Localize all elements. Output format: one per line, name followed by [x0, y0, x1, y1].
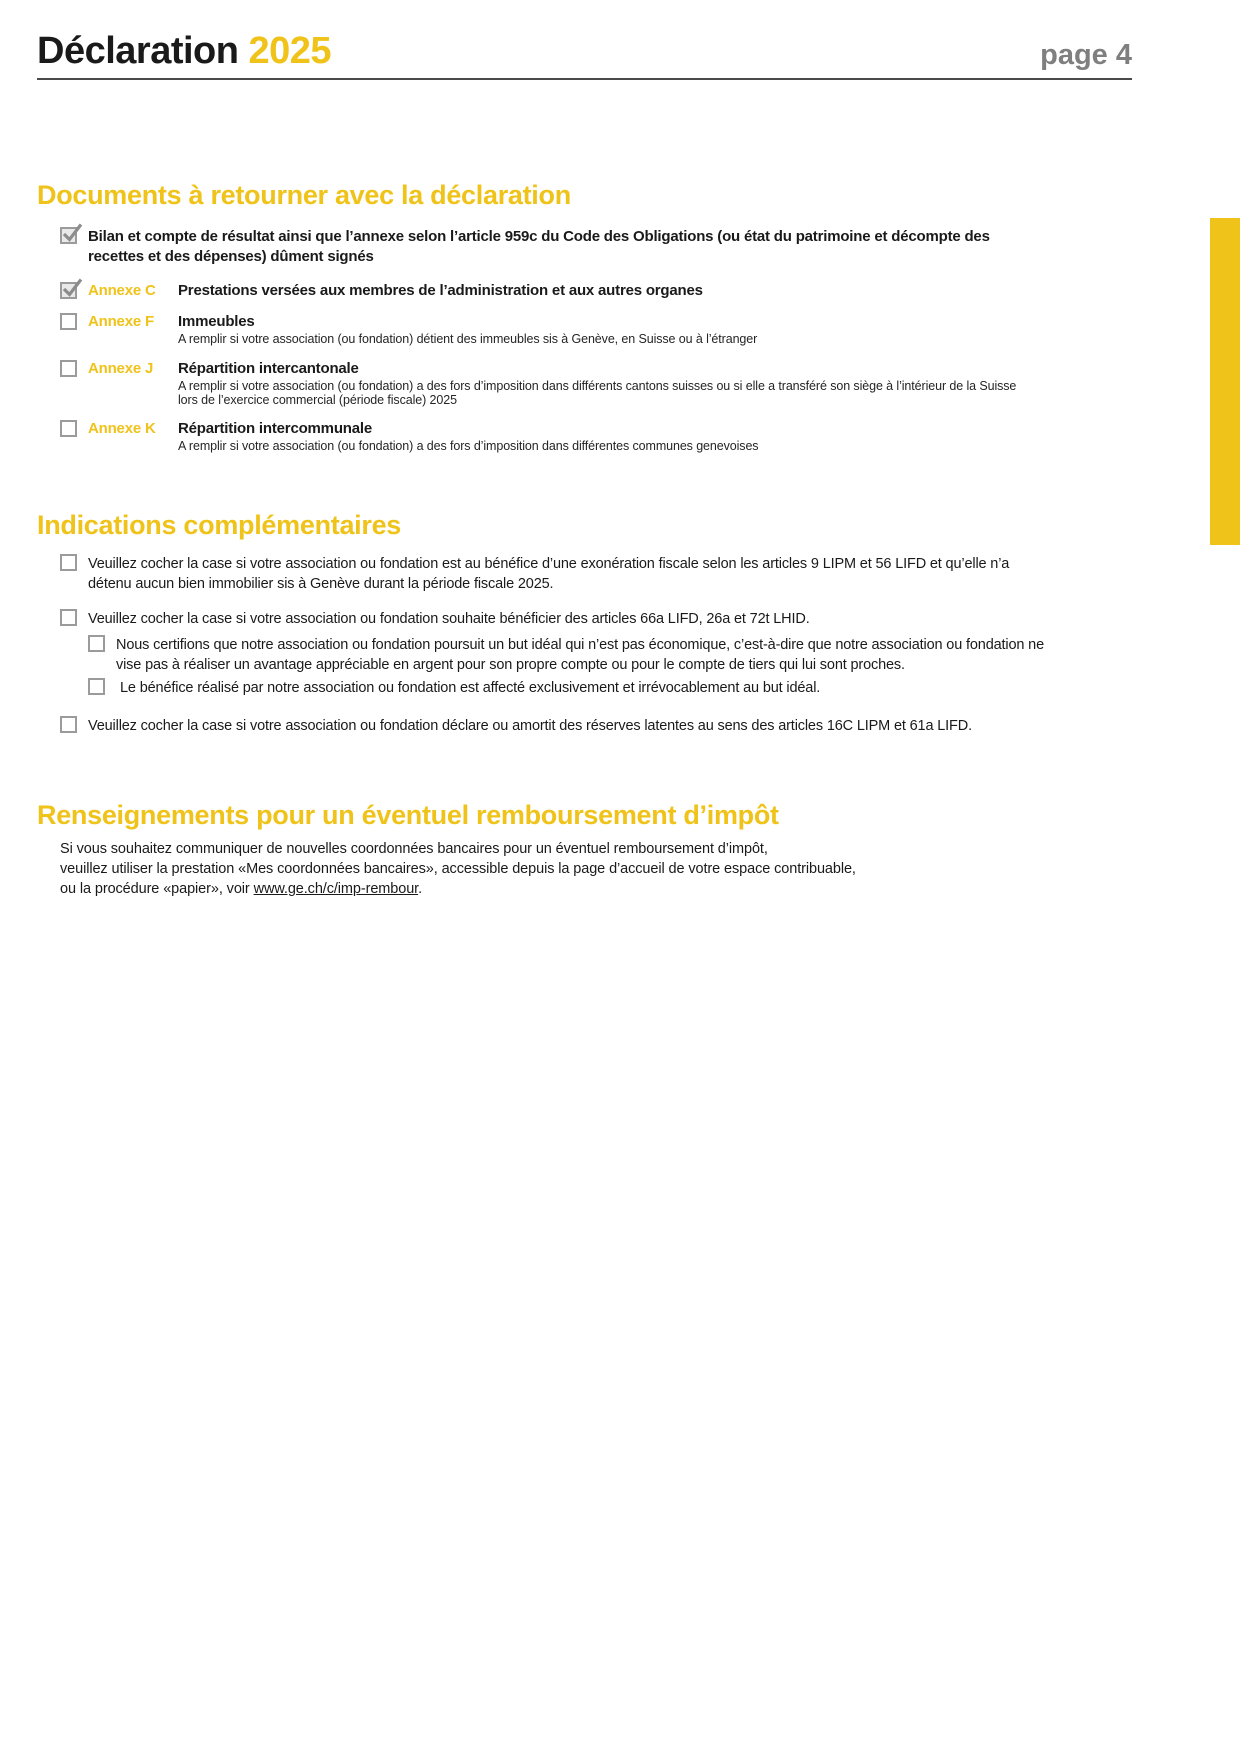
- section-indications: [37, 510, 1132, 736]
- annexe-j-title: Répartition intercantonale: [178, 359, 359, 377]
- checkbox-benefice[interactable]: [88, 678, 105, 695]
- page-number: page 4: [1040, 39, 1132, 71]
- checkbox-bilan[interactable]: [60, 227, 77, 244]
- document-item-annexe-f: [60, 313, 1132, 347]
- indication-item-articles-66a: [60, 609, 1132, 629]
- remboursement-line-2: veuillez utiliser la prestation «Mes coordonnées bancaires», accessible depuis la page d’accueil de votre espace contribuable,: [60, 861, 856, 877]
- checkbox-annexe-k[interactable]: [60, 420, 77, 437]
- annexe-k-title: Répartition intercommunale: [178, 419, 372, 437]
- checkbox-annexe-j[interactable]: [60, 360, 77, 377]
- document-item-annexe-j: [60, 360, 1132, 408]
- checkbox-annexe-c[interactable]: [60, 282, 77, 299]
- section-indications-heading: Indications complémentaires: [37, 510, 402, 540]
- indication-exoneration-label: Veuillez cocher la case si votre association ou fondation est au bénéfice d’une exonération fiscale selon les articles 9 LIPM et 56 LIFD et qu’elle n’a détenu aucun bien immobilier sis à Genève durant la période fiscale 2025.: [88, 556, 1010, 592]
- remboursement-line-3-suffix: .: [418, 881, 423, 897]
- annexe-f-description: A remplir si votre association (ou fondation) détient des immeubles sis à Genève, en Suisse ou à l’étranger: [178, 332, 758, 346]
- indication-benefice-label: Le bénéfice réalisé par notre association ou fondation est affecté exclusivement et irrévocablement au but idéal.: [120, 680, 821, 696]
- document-item-annexe-k: [60, 420, 1132, 454]
- indication-subitem-benefice: [60, 678, 1132, 698]
- checkbox-exoneration[interactable]: [60, 554, 77, 571]
- annexe-j-label: Annexe J: [88, 359, 154, 377]
- remboursement-line-1: Si vous souhaitez communiquer de nouvelles coordonnées bancaires pour un éventuel remboursement d’impôt,: [60, 841, 768, 857]
- section-remboursement-heading: Renseignements pour un éventuel remboursement d’impôt: [37, 800, 779, 830]
- check-icon: [60, 277, 83, 300]
- document-item-bilan-label: Bilan et compte de résultat ainsi que l’annexe selon l’article 959c du Code des Obligations (ou état du patrimoine et décompte des recettes et des dépenses) dûment signés: [88, 228, 990, 265]
- remboursement-link[interactable]: www.ge.ch/c/imp-rembour: [253, 881, 419, 897]
- indication-subitem-but-ideal: [60, 635, 1132, 675]
- checkbox-reserves-latentes[interactable]: [60, 716, 77, 733]
- page-edge-tab-band: [1210, 218, 1240, 545]
- annexe-f-label: Annexe F: [88, 313, 154, 330]
- checkbox-but-ideal[interactable]: [88, 635, 105, 652]
- checkbox-articles-66a[interactable]: [60, 609, 77, 626]
- annexe-j-description: A remplir si votre association (ou fondation) a des fors d’imposition dans différents cantons suisses ou si elle a transféré son siège à l’intérieur de la Suisse lors de l’exercice commercial (période fiscale) 2025: [178, 378, 1017, 407]
- page-header: [37, 0, 1132, 72]
- indication-but-ideal-label: Nous certifions que notre association ou fondation poursuit un but idéal qui n’est pas économique, c’est-à-dire que notre association ou fondation ne vise pas à réaliser un avantage appréciable en argent pour son propre compte ou pour le compte de tiers qui lui sont proches.: [116, 637, 1045, 673]
- remboursement-line-3: [60, 879, 1132, 899]
- section-documents: [37, 180, 1132, 453]
- annexe-k-label: Annexe K: [88, 419, 156, 437]
- annexe-c-label: Annexe C: [88, 282, 156, 299]
- document-title: [37, 30, 331, 72]
- remboursement-line-3-prefix: ou la procédure «papier», voir: [60, 881, 254, 897]
- document-title-year: 2025: [248, 30, 332, 72]
- document-item-annexe-c: [60, 282, 1132, 299]
- indication-articles-66a-label: Veuillez cocher la case si votre association ou fondation souhaite bénéficier des articles 66a LIFD, 26a et 72t LHID.: [88, 611, 810, 627]
- annexe-c-title: Prestations versées aux membres de l’administration et aux autres organes: [178, 282, 703, 299]
- annexe-k-description: A remplir si votre association (ou fondation) a des fors d’imposition dans différentes communes genevoises: [178, 438, 759, 453]
- annexe-f-title: Immeubles: [178, 313, 255, 330]
- check-icon: [60, 222, 83, 245]
- document-title-text: Déclaration: [37, 30, 239, 72]
- section-documents-heading: Documents à retourner avec la déclaration: [37, 180, 571, 210]
- checkbox-annexe-f[interactable]: [60, 313, 77, 330]
- header-divider: [37, 78, 1132, 80]
- indication-item-reserves-latentes: [60, 716, 1132, 736]
- document-item-bilan: [60, 227, 1132, 266]
- remboursement-paragraph: [60, 839, 1132, 899]
- indication-item-exoneration: [60, 554, 1132, 594]
- section-remboursement: [37, 800, 1132, 899]
- indication-reserves-latentes-label: Veuillez cocher la case si votre association ou fondation déclare ou amortit des réserves latentes au sens des articles 16C LIPM et 61a LIFD.: [88, 718, 972, 734]
